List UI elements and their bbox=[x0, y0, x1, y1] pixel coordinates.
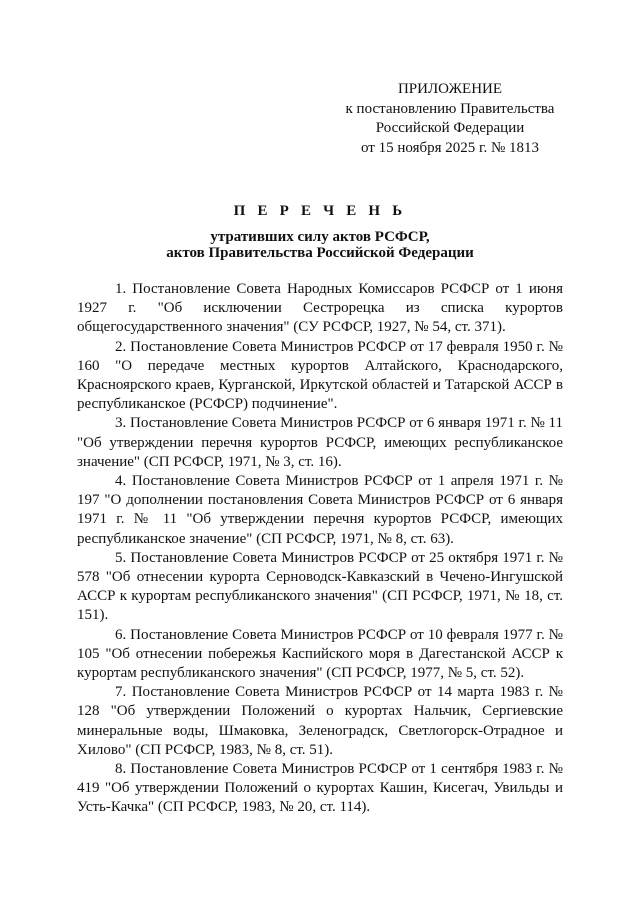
appendix-date-number: от 15 ноября 2025 г. № 1813 bbox=[360, 139, 540, 156]
document-subtitle-line1: утративших силу актов РСФСР, bbox=[210, 229, 430, 245]
appendix-label: ПРИЛОЖЕНИЕ bbox=[397, 81, 503, 97]
document-title: П Е Р Е Ч Е Н Ь bbox=[233, 203, 407, 219]
list-item: 8. Постановление Совета Министров РСФСР от 1 сентября 1983 г. № 419 "Об утверждении Положений о курортах Кашин, Кисегач, Увильды и Усть-Качка" (СП РСФСР, 1983, № 20, ст. 114). bbox=[77, 761, 563, 816]
list-item: 5. Постановление Совета Министров РСФСР от 25 октября 1971 г. № 578 "Об отнесении курорта Серноводск-Кавказский в Чечено-Ингушской АССР к курортам республиканского значения" (СП РСФСР, 1971, № 18, ст. 151). bbox=[77, 549, 563, 624]
list-item: 7. Постановление Совета Министров РСФСР от 14 марта 1983 г. № 128 "Об утверждении Положений о курортах Нальчик, Сергиевские минеральные воды, Шмаковка, Зеленоградск, Светлогорск-Отрадное и Хилово" (СП РСФСР, 1983, № 8, ст. 51). bbox=[77, 684, 563, 758]
document-subtitle-line2: актов Правительства Российской Федерации bbox=[166, 245, 474, 261]
list-item: 3. Постановление Совета Министров РСФСР от 6 января 1971 г. № 11 "Об утверждении перечня курортов РСФСР, имеющих республиканское значение" (СП РСФСР, 1971, № 3, ст. 16). bbox=[77, 415, 563, 470]
list-item: 1. Постановление Совета Народных Комиссаров РСФСР от 1 июня 1927 г. "Об исключении Сестрорецка из списка курортов общегосударственного значения" (СУ РСФСР, 1927, № 54, ст. 371). bbox=[77, 281, 563, 336]
acts-list bbox=[77, 280, 563, 818]
appendix-block bbox=[300, 80, 600, 158]
list-item: 2. Постановление Совета Министров РСФСР от 17 февраля 1950 г. № 160 "О передаче местных курортов Алтайского, Краснодарского, Красноярского краев, Курганской, Иркутской областей и Татарской АССР в республиканское (РСФСР) подчинение". bbox=[77, 338, 563, 413]
list-item: 4. Постановление Совета Министров РСФСР от 1 апреля 1971 г. № 197 "О дополнении постановления Совета Министров РСФСР от 6 января 1971 г. № 11 "Об утверждении перечня курортов РСФСР, имеющих республиканское значение" (СП РСФСР, 1971, № 8, ст. 63). bbox=[77, 473, 563, 547]
appendix-issuer: Российской Федерации bbox=[375, 120, 525, 136]
list-item: 6. Постановление Совета Министров РСФСР от 10 февраля 1977 г. № 105 "Об отнесении побережья Каспийского моря в Дагестанской АССР к курортам республиканского значения" (СП РСФСР, 1977, № 5, ст. 52). bbox=[77, 626, 563, 682]
appendix-reference: к постановлению Правительства bbox=[345, 100, 555, 117]
